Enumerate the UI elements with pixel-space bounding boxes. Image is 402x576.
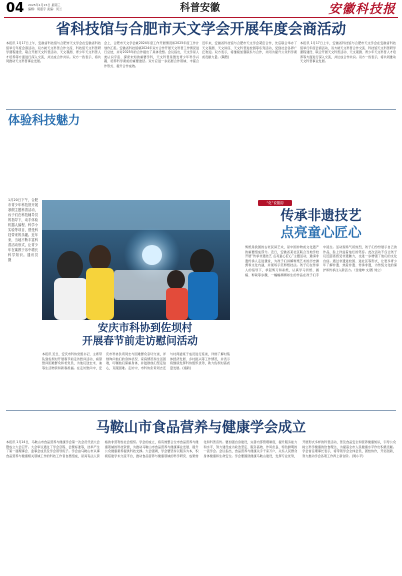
article4-headline: 马鞍山市食品营养与健康学会成立 (96, 420, 306, 436)
section-title: 科普安徽 (180, 3, 220, 14)
editor-line: 编辑：胡嘉宇 美编：何兰 (28, 7, 62, 11)
article1-col1: 本报讯 1月17日上午，安徽省科技馆与合肥市天文学会在安徽省科技馆举行年度会商活动，双方就天文科普合作交流、科技馆天文科普研学课程建设、联合开展天文科普活动、天文观测、青少年天文科普人才培养等方面进行深入交流，并达成合作共识。双方一致表示，将共同推动天文科普事业发展。 (6, 41, 101, 64)
article2-headline-2: 点亮童心匠心 (280, 225, 362, 241)
science-exhibit-photo (42, 200, 230, 320)
newspaper-brand: 安徽科技报 (328, 1, 396, 16)
article2-body: 剪纸是我国的古老民间艺术，是中国非物质文化遗产的重要组成部分。近日，安徽省某社区联合当地学校开展“传承非遗技艺 点亮童心匠心”主题活动，邀请非遗传承人走进课堂，为孩子们讲解剪纸艺术的历史渊源和文化内涵，并现场示范剪纸技法。孩子们在传承人的指导下，拿起剪刀和彩纸，认真学习折纸、画稿、剪裁等步骤，一幅幅栩栩如生的作品在孩子们手中诞生。活动现场气氛热烈，孩子们纷纷展示自己的作品，脸上洋溢着灿烂的笑容。此次活动不仅让孩子们近距离感受非遗魅力，也进一步增强了他们的文化自信。通过非遗进校园、进社区等形式，让更多青少年了解非遗、热爱非遗、传承非遗，为传统文化的保护和传承注入新活力。（金建坤 文/图 刘立） (245, 245, 397, 277)
article2-headline-1: 传承非遗技艺 (280, 208, 362, 224)
kicker-tag: “化”说徽韵 (258, 200, 292, 206)
article3-headline-1: 安庆市科协到佐坝村 (97, 322, 193, 334)
article1-col2: 会上，合肥市天文学会就2024年度工作开展情况和2025年度工作计划作汇报。安徽省科技馆就2024年双方合作开展天文科普工作情况进行总结，并对2025年的合作提出了具体设想。会议指出，天文学是人类认识宇宙、探索未知的重要学科，天文科普是激发青少年科学兴趣、培养科学素质的重要途径。双方应进一步拓展合作领域、丰富合作形式、提升合作成效。 (104, 41, 199, 68)
photo-section-title: 体验科技魅力 (8, 113, 81, 127)
article1-col3: 近年来，安徽省科技馆与合肥市天文学会紧密合作，先后联合举办了天文观测、天文讲座、天文科普进校园等系列活动，受到社会各界广泛欢迎。双方表示，将继续加强联系与合作，共同为提升公众科学素质贡献力量。(陶煦) (202, 41, 297, 59)
article3-body: 本报讯 近日，安庆市科协党组书记、主席带队到佐坝村开展春节前走访慰问活动，看望慰问困难群众和老党员，为他们送去米、油等生活物资和新春祝福。在走访慰问中，安庆市科协负责同志与困难群众亲切交谈，详细询问他们的身体状况、家庭情况和生活困难，叮嘱他们保重身体，并鼓励他们坚定信心，克服困难。走访中，市科协负责同志还与村两委班子成员进行座谈，详细了解村集体经济发展、乡村振兴等工作情况，并表示将继续发挥科协组织优势，助力佐坝村高质量发展。(褚新) (42, 352, 230, 370)
divider (6, 410, 396, 411)
page-number: 04 (6, 1, 25, 16)
header-rule (4, 17, 398, 18)
article1-headline: 省科技馆与合肥市天文学会开展年度会商活动 (56, 21, 346, 38)
article3-headline-2: 开展春节前走访慰问活动 (82, 335, 198, 347)
issue-date (28, 3, 88, 11)
date-line: 2025年1月15日 星期三 (28, 3, 61, 7)
article1-col4: 本报讯 1月17日上午，安徽省科技馆与合肥市天文学会在安徽省科技馆举行年度会商活动，双方就天文科普合作交流、科技馆天文科普研学课程建设、联合开展天文科普活动、天文观测、青少年天文科普人才培养等方面进行深入交流，并达成合作共识。双方一致表示，将共同推动天文科普事业发展。 (300, 41, 396, 64)
article4-body: 本报讯 1月14日，马鞍山市食品营养与健康学会第一次会员代表大会暨成立大会召开。大会审议通过了学会章程、会费标准等，选举产生了第一届理事会、监事会成员及学会领导班子。学会由马鞍山市从事食品营养与健康相关领域工作的科技工作者自愿组成，是具有法人资格的非营利性社会组织。学会的成立，将有效整合全市食品营养与健康领域的科技资源，为推动马鞍山市食品营养与健康事业发展、提升公众健康素养提供科技支撑。大会强调，学会要坚持以服务为本，积极搭建学术交流平台，推动食品营养与健康领域的科学研究、成果转化和科普宣传。要加强自身建设，完善内部管理制度，提升服务能力和水平，努力建设成为政治坚定、服务高效、作风优良、特色鲜明的一流学会。会议指出，食品营养与健康关乎千家万户，关系人民群众身体健康和生命安全。学会要围绕健康马鞍山建设，发挥专业优势，开展形式多样的科普活动，普及食品安全和营养健康知识，引导公众树立科学健康的饮食理念，为提高全市人民健康水平作出积极贡献。学会首任理事长表示，将带领学会全体会员，团结协作，开拓创新，努力推动学会各项工作再上新台阶。(周小平) (6, 440, 396, 458)
photo-svg (42, 200, 230, 320)
divider (6, 109, 396, 110)
photo-caption: 1月20日下午，合肥市青少年科技馆开展寒假主题科普活动，孩子们在科技辅导员的指导下，动手体验机器人编程、科学小实验等项目，感受科技带来的乐趣。近年来，当地不断丰富科普活动形式，让青少年在寓教于乐中增长科学知识。通讯员 摄 (8, 198, 38, 262)
